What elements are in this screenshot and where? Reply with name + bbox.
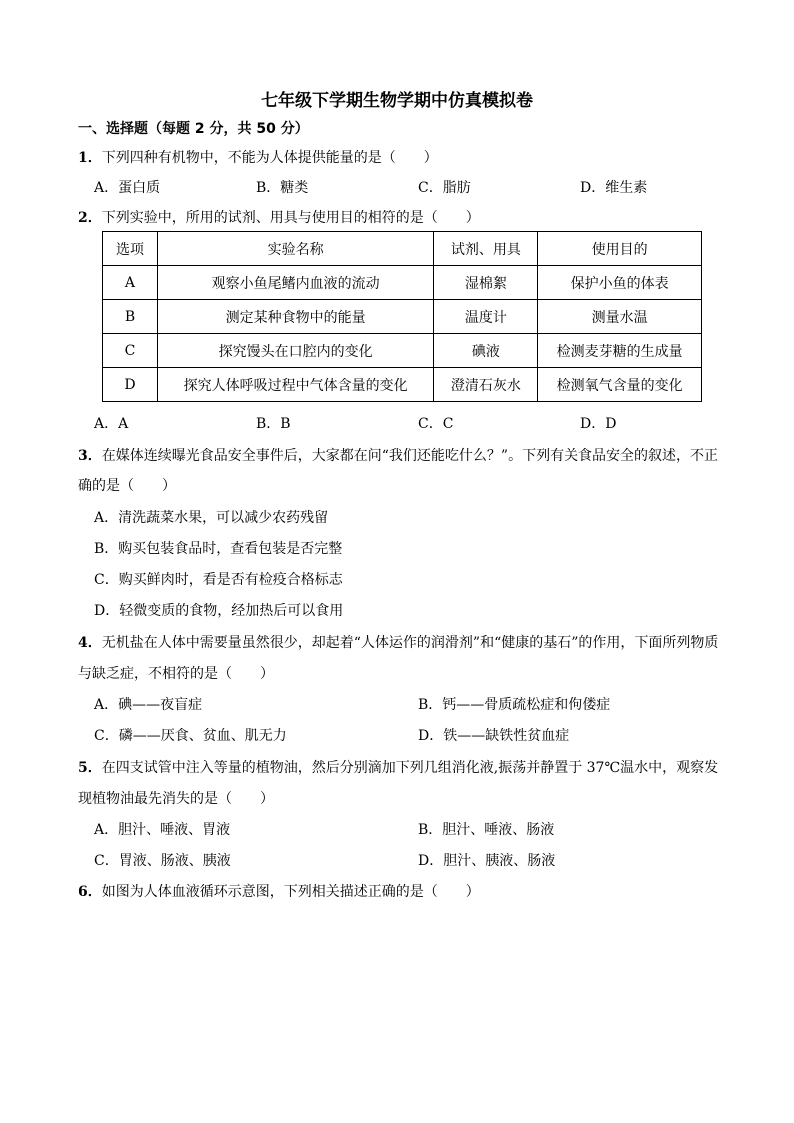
table-cell: 检测麦芽糖的生成量: [538, 334, 702, 368]
question-stem: 在四支试管中注入等量的植物油，然后分别滴加下列几组消化液,振荡并静置于 37℃温水中，观察发: [101, 760, 719, 776]
header-option: 选项: [103, 232, 158, 266]
q4-option-c[interactable]: C．磷——厌食、贫血、肌无力: [94, 728, 287, 744]
question-number: 3．: [78, 448, 102, 464]
question-number: 1．: [78, 150, 102, 166]
q3-option-c[interactable]: C．购买鲜肉时，看是否有检疫合格标志: [94, 572, 343, 588]
q3-option-d[interactable]: D．轻微变质的食物，经加热后可以食用: [94, 603, 344, 619]
table-row: [103, 300, 702, 334]
q3-option-a[interactable]: A．清洗蔬菜水果，可以减少农药残留: [94, 510, 329, 526]
question-stem: 无机盐在人体中需要量虽然很少，却起着“人体运作的润滑剂”和“健康的基石”的作用，下面所列物质: [101, 635, 719, 651]
header-purpose: 使用目的: [538, 232, 702, 266]
table-cell: 测量水温: [538, 300, 702, 334]
q2-option-a[interactable]: A．A: [94, 416, 129, 432]
question-4: [78, 632, 718, 652]
table-cell: 测定某种食物中的能量: [157, 300, 434, 334]
question-number: 2．: [78, 210, 102, 226]
table-header-row: [103, 232, 702, 266]
table-cell: 湿棉絮: [434, 266, 538, 300]
q1-option-b[interactable]: B．糖类: [256, 180, 309, 196]
q4-option-d[interactable]: D．铁——缺铁性贫血症: [418, 728, 570, 744]
table-cell: 探究馒头在口腔内的变化: [157, 334, 434, 368]
q4-option-a[interactable]: A．碘——夜盲症: [94, 697, 203, 713]
table-cell: B: [103, 300, 158, 334]
table-cell: 保护小鱼的体表: [538, 266, 702, 300]
q4-option-b[interactable]: B．钙——骨质疏松症和佝偻症: [418, 697, 611, 713]
question-number: 5．: [78, 760, 102, 776]
question-3-continued: 确的是（ ）: [78, 478, 176, 494]
table-cell: 澄清石灰水: [434, 368, 538, 402]
header-experiment: 实验名称: [157, 232, 434, 266]
experiment-table: [102, 231, 702, 402]
question-3: [78, 445, 718, 465]
table-cell: A: [103, 266, 158, 300]
question-stem: 如图为人体血液循环示意图，下列相关描述正确的是（ ）: [101, 884, 480, 900]
q2-option-b[interactable]: B．B: [256, 416, 291, 432]
question-stem: 下列实验中，所用的试剂、用具与使用目的相符的是（ ）: [101, 210, 480, 226]
table-cell: 探究人体呼吸过程中气体含量的变化: [157, 368, 434, 402]
page-title: 七年级下学期生物学期中仿真模拟卷: [261, 91, 533, 111]
q2-option-c[interactable]: C．C: [418, 416, 454, 432]
table-cell: 温度计: [434, 300, 538, 334]
question-number: 6．: [78, 884, 102, 900]
question-stem: 下列四种有机物中，不能为人体提供能量的是（ ）: [101, 150, 438, 166]
q2-option-d[interactable]: D．D: [580, 416, 617, 432]
question-5-continued: 现植物油最先消失的是（ ）: [78, 791, 274, 807]
question-5: [78, 757, 718, 777]
q5-option-b[interactable]: B．胆汁、唾液、肠液: [418, 822, 555, 838]
question-6: [78, 881, 480, 901]
q3-option-b[interactable]: B．购买包装食品时，查看包装是否完整: [94, 541, 343, 557]
q1-option-d[interactable]: D．维生素: [580, 180, 648, 196]
table-row: [103, 368, 702, 402]
table-row: [103, 334, 702, 368]
table-cell: 检测氧气含量的变化: [538, 368, 702, 402]
table-cell: 观察小鱼尾鳍内血液的流动: [157, 266, 434, 300]
table-cell: C: [103, 334, 158, 368]
header-reagent: 试剂、用具: [434, 232, 538, 266]
q5-option-c[interactable]: C．胃液、肠液、胰液: [94, 853, 231, 869]
question-stem: 在媒体连续曝光食品安全事件后，大家都在问“我们还能吃什么？”。下列有关食品安全的叙述，不正: [101, 448, 719, 464]
question-1: [78, 147, 438, 167]
q1-option-a[interactable]: A．蛋白质: [94, 180, 161, 196]
q5-option-a[interactable]: A．胆汁、唾液、胃液: [94, 822, 231, 838]
table-cell: D: [103, 368, 158, 402]
question-2: [78, 207, 480, 227]
q1-option-c[interactable]: C．脂肪: [418, 180, 471, 196]
question-number: 4．: [78, 635, 102, 651]
table-row: [103, 266, 702, 300]
q5-option-d[interactable]: D．胆汁、胰液、肠液: [418, 853, 556, 869]
section-heading: 一、选择题（每题 2 分，共 50 分）: [78, 121, 309, 137]
question-4-continued: 与缺乏症，不相符的是（ ）: [78, 666, 274, 682]
table-cell: 碘液: [434, 334, 538, 368]
